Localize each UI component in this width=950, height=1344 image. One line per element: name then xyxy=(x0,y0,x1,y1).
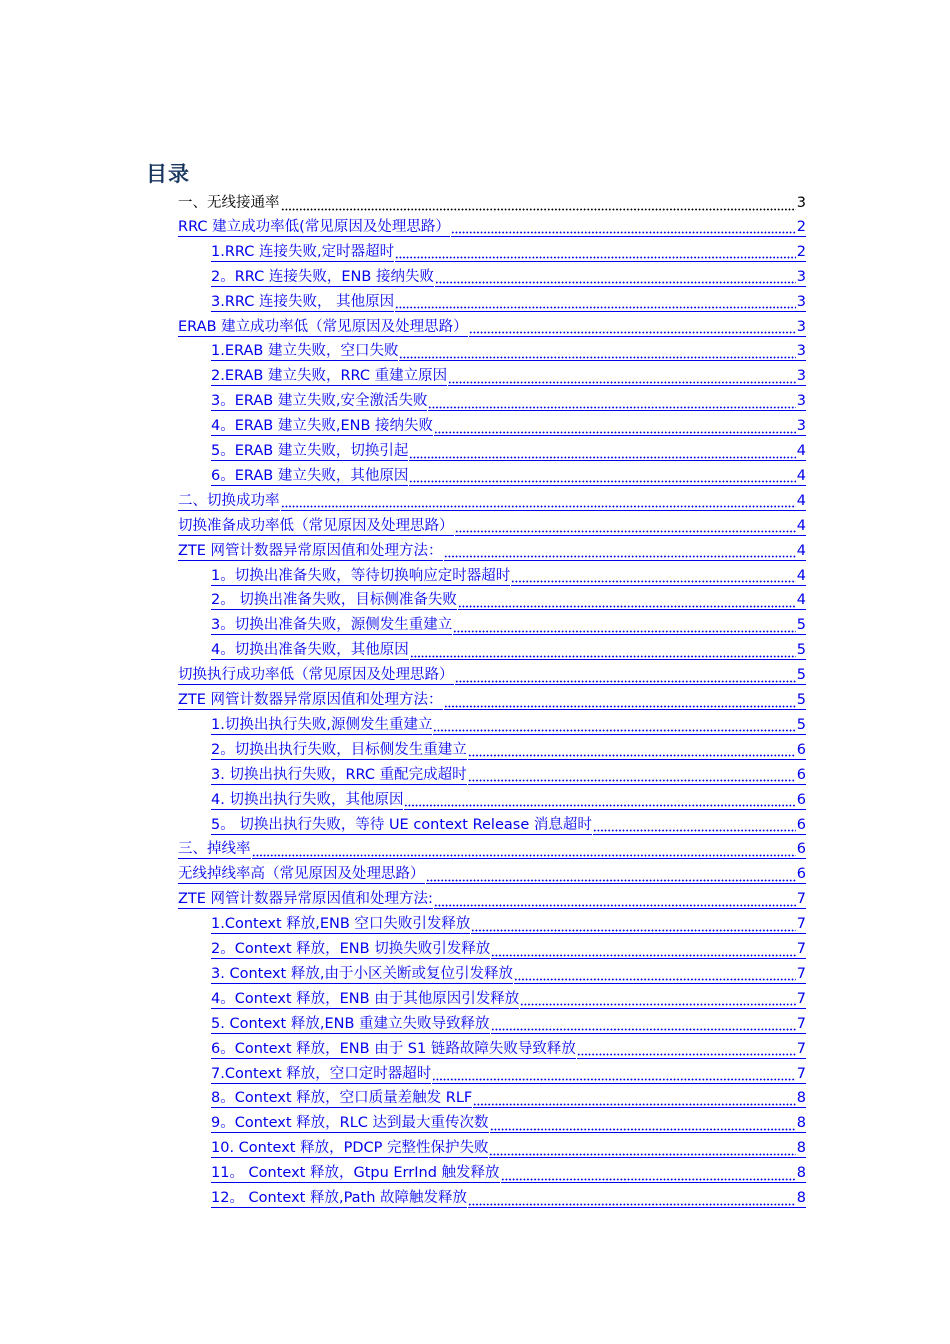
toc-entry-subsection[interactable] xyxy=(211,1161,806,1183)
toc-dot-leader xyxy=(435,280,796,287)
toc-entry-page-number: 5 xyxy=(796,642,806,659)
toc-entry-page-number: 8 xyxy=(796,1115,806,1132)
toc-entry-subsection[interactable] xyxy=(211,738,806,760)
toc-entry-page-number: 8 xyxy=(796,1140,806,1157)
toc-dot-leader xyxy=(473,1101,796,1108)
toc-dot-leader xyxy=(409,454,795,461)
toc-entry-label: 二、切换成功率 xyxy=(178,492,280,509)
toc-dot-leader xyxy=(432,1077,796,1084)
toc-entry-label: 三、掉线率 xyxy=(178,841,251,858)
toc-entry-page-number: 8 xyxy=(796,1190,806,1206)
toc-entry-label: 3。切换出准备失败，源侧发生重建立 xyxy=(211,617,453,634)
toc-entry-section[interactable] xyxy=(178,837,806,859)
toc-entry-page-number: 4 xyxy=(796,517,806,534)
toc-entry-label: 一、无线接通率 xyxy=(178,195,280,211)
toc-dot-leader xyxy=(281,504,796,511)
toc-entry-page-number: 3 xyxy=(796,368,806,385)
toc-entry-page-number: 4 xyxy=(796,542,806,559)
toc-entry-page-number: 5 xyxy=(796,667,806,684)
toc-dot-leader xyxy=(501,1176,796,1183)
toc-dot-leader xyxy=(433,728,795,735)
toc-entry-subsection[interactable] xyxy=(211,588,806,610)
toc-entry-page-number: 4 xyxy=(796,567,806,584)
toc-entry-page-number: 3 xyxy=(796,293,806,310)
toc-dot-leader xyxy=(520,1002,796,1009)
toc-entry-page-number: 6 xyxy=(796,791,806,808)
toc-dot-leader xyxy=(490,1126,796,1133)
toc-title: 目录 xyxy=(146,162,190,186)
toc-entry-section[interactable] xyxy=(178,489,806,511)
toc-entry-section xyxy=(178,190,806,212)
toc-entry-subsection[interactable] xyxy=(211,638,806,660)
toc-entry-label: 2。RRC 连接失败，ENB 接纳失败 xyxy=(211,268,434,285)
toc-entry-label: 4。ERAB 建立失败,ENB 接纳失败 xyxy=(211,418,434,435)
toc-entry-label: 6。Context 释放，ENB 由于 S1 链路故障失败导致释放 xyxy=(211,1040,576,1057)
toc-entry-section[interactable] xyxy=(178,663,806,685)
toc-entry-page-number: 2 xyxy=(796,243,806,260)
toc-entry-section[interactable] xyxy=(178,688,806,710)
toc-entry-subsection[interactable] xyxy=(211,1186,806,1208)
toc-entry-page-number: 3 xyxy=(796,268,806,285)
toc-dot-leader xyxy=(455,678,796,685)
toc-entry-label: 2。Context 释放，ENB 切换失败引发释放 xyxy=(211,941,491,957)
toc-entry-page-number: 4 xyxy=(796,467,806,484)
toc-entry-subsection[interactable] xyxy=(211,364,806,386)
toc-entry-subsection[interactable] xyxy=(211,564,806,586)
toc-entry-subsection[interactable] xyxy=(211,813,806,835)
toc-entry-label: 1.RRC 连接失败,定时器超时 xyxy=(211,243,395,260)
toc-entry-label: 1.ERAB 建立失败，空口失败 xyxy=(211,343,399,360)
toc-dot-leader xyxy=(455,529,796,536)
toc-dot-leader xyxy=(468,1201,796,1208)
toc-dot-leader xyxy=(434,429,796,436)
toc-dot-leader xyxy=(444,703,796,710)
toc-dot-leader xyxy=(469,330,796,337)
toc-entry-subsection[interactable] xyxy=(211,1086,806,1108)
toc-dot-leader xyxy=(395,255,796,262)
toc-dot-leader xyxy=(404,803,795,810)
toc-entry-page-number: 2 xyxy=(796,218,806,235)
toc-entry-page-number: 4 xyxy=(796,492,806,509)
toc-entry-page-number: 6 xyxy=(796,766,806,783)
toc-entry-page-number: 5 xyxy=(796,617,806,634)
toc-entry-page-number: 5 xyxy=(796,716,806,733)
toc-entry-page-number: 3 xyxy=(796,393,806,410)
toc-entry-label: 切换准备成功率低（常见原因及处理思路） xyxy=(178,517,454,534)
toc-entry-section[interactable] xyxy=(178,315,806,337)
toc-entry-section[interactable] xyxy=(178,862,806,884)
toc-dot-leader xyxy=(252,852,796,859)
toc-entry-page-number: 7 xyxy=(796,965,806,982)
toc-entry-label: 7.Context 释放，空口定时器超时 xyxy=(211,1065,432,1082)
toc-entry-subsection[interactable] xyxy=(211,987,806,1009)
toc-entry-page-number: 6 xyxy=(796,866,806,883)
toc-entry-label: 4。切换出准备失败，其他原因 xyxy=(211,642,409,659)
toc-entry-label: 5. Context 释放,ENB 重建立失败导致释放 xyxy=(211,1015,490,1032)
toc-entry-page-number: 8 xyxy=(796,1090,806,1107)
toc-entry-subsection[interactable] xyxy=(211,339,806,361)
toc-entry-label: 3. Context 释放,由于小区关断或复位引发释放 xyxy=(211,965,513,982)
toc-entry-subsection[interactable] xyxy=(211,763,806,785)
toc-entry-page-number: 3 xyxy=(796,418,806,435)
toc-dot-leader xyxy=(489,1151,795,1158)
toc-entry-label: 2。切换出执行失败，目标侧发生重建立 xyxy=(211,741,467,758)
toc-entry-label: 3. 切换出执行失败，RRC 重配完成超时 xyxy=(211,766,467,783)
toc-dot-leader xyxy=(410,653,796,660)
toc-entry-label: 9。Context 释放，RLC 达到最大重传次数 xyxy=(211,1115,489,1132)
toc-entry-page-number: 7 xyxy=(796,1040,806,1057)
toc-entry-label: 8。Context 释放，空口质量差触发 RLF xyxy=(211,1090,473,1107)
toc-entry-page-number: 7 xyxy=(796,1015,806,1032)
toc-dot-leader xyxy=(453,628,796,635)
toc-entry-page-number: 6 xyxy=(796,841,806,858)
toc-entry-label: ZTE 网管计数器异常原因值和处理方法： xyxy=(178,692,443,708)
toc-entry-label: 无线掉线率高（常见原因及处理思路） xyxy=(178,866,425,883)
toc-entry-subsection[interactable] xyxy=(211,1136,806,1158)
toc-dot-leader xyxy=(434,902,796,909)
toc-dot-leader xyxy=(281,206,796,212)
toc-entry-subsection[interactable] xyxy=(211,290,806,312)
toc-entry-page-number: 6 xyxy=(796,741,806,758)
toc-entry-label: RRC 建立成功率低(常见原因及处理思路） xyxy=(178,218,450,235)
toc-entry-label: ERAB 建立成功率低（常见原因及处理思路） xyxy=(178,318,468,335)
toc-entry-subsection[interactable] xyxy=(211,1012,806,1034)
toc-entry-label: ZTE 网管计数器异常原因值和处理方法： xyxy=(178,542,443,559)
toc-entry-subsection[interactable] xyxy=(211,713,806,735)
toc-entry-label: 3。ERAB 建立失败,安全激活失败 xyxy=(211,393,428,410)
toc-entry-page-number: 8 xyxy=(796,1165,806,1182)
toc-entry-label: 1。切换出准备失败，等待切换响应定时器超时 xyxy=(211,567,511,584)
toc-entry-label: ZTE 网管计数器异常原因值和处理方法: xyxy=(178,891,433,908)
toc-dot-leader xyxy=(593,828,796,835)
toc-dot-leader xyxy=(471,927,795,934)
toc-entry-subsection[interactable] xyxy=(211,1111,806,1133)
toc-dot-leader xyxy=(451,230,796,237)
toc-entry-label: 12。 Context 释放,Path 故障触发释放 xyxy=(211,1190,468,1206)
toc-entry-subsection[interactable] xyxy=(211,389,806,411)
toc-entry-page-number: 7 xyxy=(796,916,806,933)
toc-dot-leader xyxy=(448,379,796,386)
toc-dot-leader xyxy=(468,778,796,785)
toc-entry-subsection[interactable] xyxy=(211,613,806,635)
toc-entry-page-number: 7 xyxy=(796,1065,806,1082)
toc-entry-subsection[interactable] xyxy=(211,464,806,486)
toc-entry-label: 5。ERAB 建立失败，切换引起 xyxy=(211,443,409,459)
toc-dot-leader xyxy=(511,579,796,586)
toc-entry-label: 11。 Context 释放，Gtpu ErrInd 触发释放 xyxy=(211,1165,500,1182)
toc-dot-leader xyxy=(395,305,796,312)
toc-entry-subsection[interactable] xyxy=(211,937,806,959)
toc-entry-subsection[interactable] xyxy=(211,788,806,810)
toc-entry-label: 2.ERAB 建立失败，RRC 重建立原因 xyxy=(211,368,448,385)
toc-entry-section[interactable] xyxy=(178,215,806,237)
toc-entry-label: 5。 切换出执行失败，等待 UE context Release 消息超时 xyxy=(211,816,592,833)
toc-entry-subsection[interactable] xyxy=(211,1037,806,1059)
toc-entry-page-number: 3 xyxy=(796,318,806,335)
toc-dot-leader xyxy=(409,479,795,486)
toc-entry-subsection[interactable] xyxy=(211,240,806,262)
toc-entry-subsection[interactable] xyxy=(211,962,806,984)
toc-entry-subsection[interactable] xyxy=(211,414,806,436)
toc-entry-label: 2。 切换出准备失败，目标侧准备失败 xyxy=(211,592,457,609)
toc-dot-leader xyxy=(428,404,795,411)
toc-entry-page-number: 7 xyxy=(796,990,806,1007)
toc-entry-label: 切换执行成功率低（常见原因及处理思路） xyxy=(178,667,454,684)
toc-entry-section[interactable] xyxy=(178,887,806,909)
toc-dot-leader xyxy=(577,1052,796,1059)
toc-dot-leader xyxy=(399,354,795,361)
toc-entry-page-number: 3 xyxy=(796,343,806,360)
toc-entry-label: 1.Context 释放,ENB 空口失败引发释放 xyxy=(211,916,471,933)
toc-entry-subsection[interactable] xyxy=(211,1062,806,1084)
toc-entry-label: 4。Context 释放，ENB 由于其他原因引发释放 xyxy=(211,990,520,1007)
toc-entry-label: 1.切换出执行失败,源侧发生重建立 xyxy=(211,716,433,733)
toc-entry-page-number: 4 xyxy=(796,443,806,459)
toc-dot-leader xyxy=(491,1027,796,1034)
toc-dot-leader xyxy=(444,554,796,561)
toc-entry-section[interactable] xyxy=(178,514,806,536)
toc-entry-subsection[interactable] xyxy=(211,912,806,934)
toc-entry-page-number: 6 xyxy=(796,816,806,833)
toc-entry-page-number: 7 xyxy=(796,941,806,957)
toc-entry-section[interactable] xyxy=(178,539,806,561)
toc-dot-leader xyxy=(468,753,796,760)
toc-entry-label: 3.RRC 连接失败， 其他原因 xyxy=(211,293,395,310)
toc-entry-page-number: 5 xyxy=(796,692,806,708)
toc-dot-leader xyxy=(458,603,796,610)
toc-entry-subsection[interactable] xyxy=(211,265,806,287)
toc-entry-label: 10. Context 释放，PDCP 完整性保护失败 xyxy=(211,1140,489,1157)
toc-entry-subsection[interactable] xyxy=(211,439,806,461)
toc-entry-label: 6。ERAB 建立失败，其他原因 xyxy=(211,467,409,484)
toc-entry-page-number: 3 xyxy=(796,195,806,211)
toc-dot-leader xyxy=(514,977,796,984)
toc-dot-leader xyxy=(426,877,796,884)
toc-entry-page-number: 7 xyxy=(796,891,806,908)
toc-entry-label: 4. 切换出执行失败，其他原因 xyxy=(211,791,404,808)
toc-dot-leader xyxy=(491,952,796,959)
toc-entry-page-number: 4 xyxy=(796,592,806,609)
